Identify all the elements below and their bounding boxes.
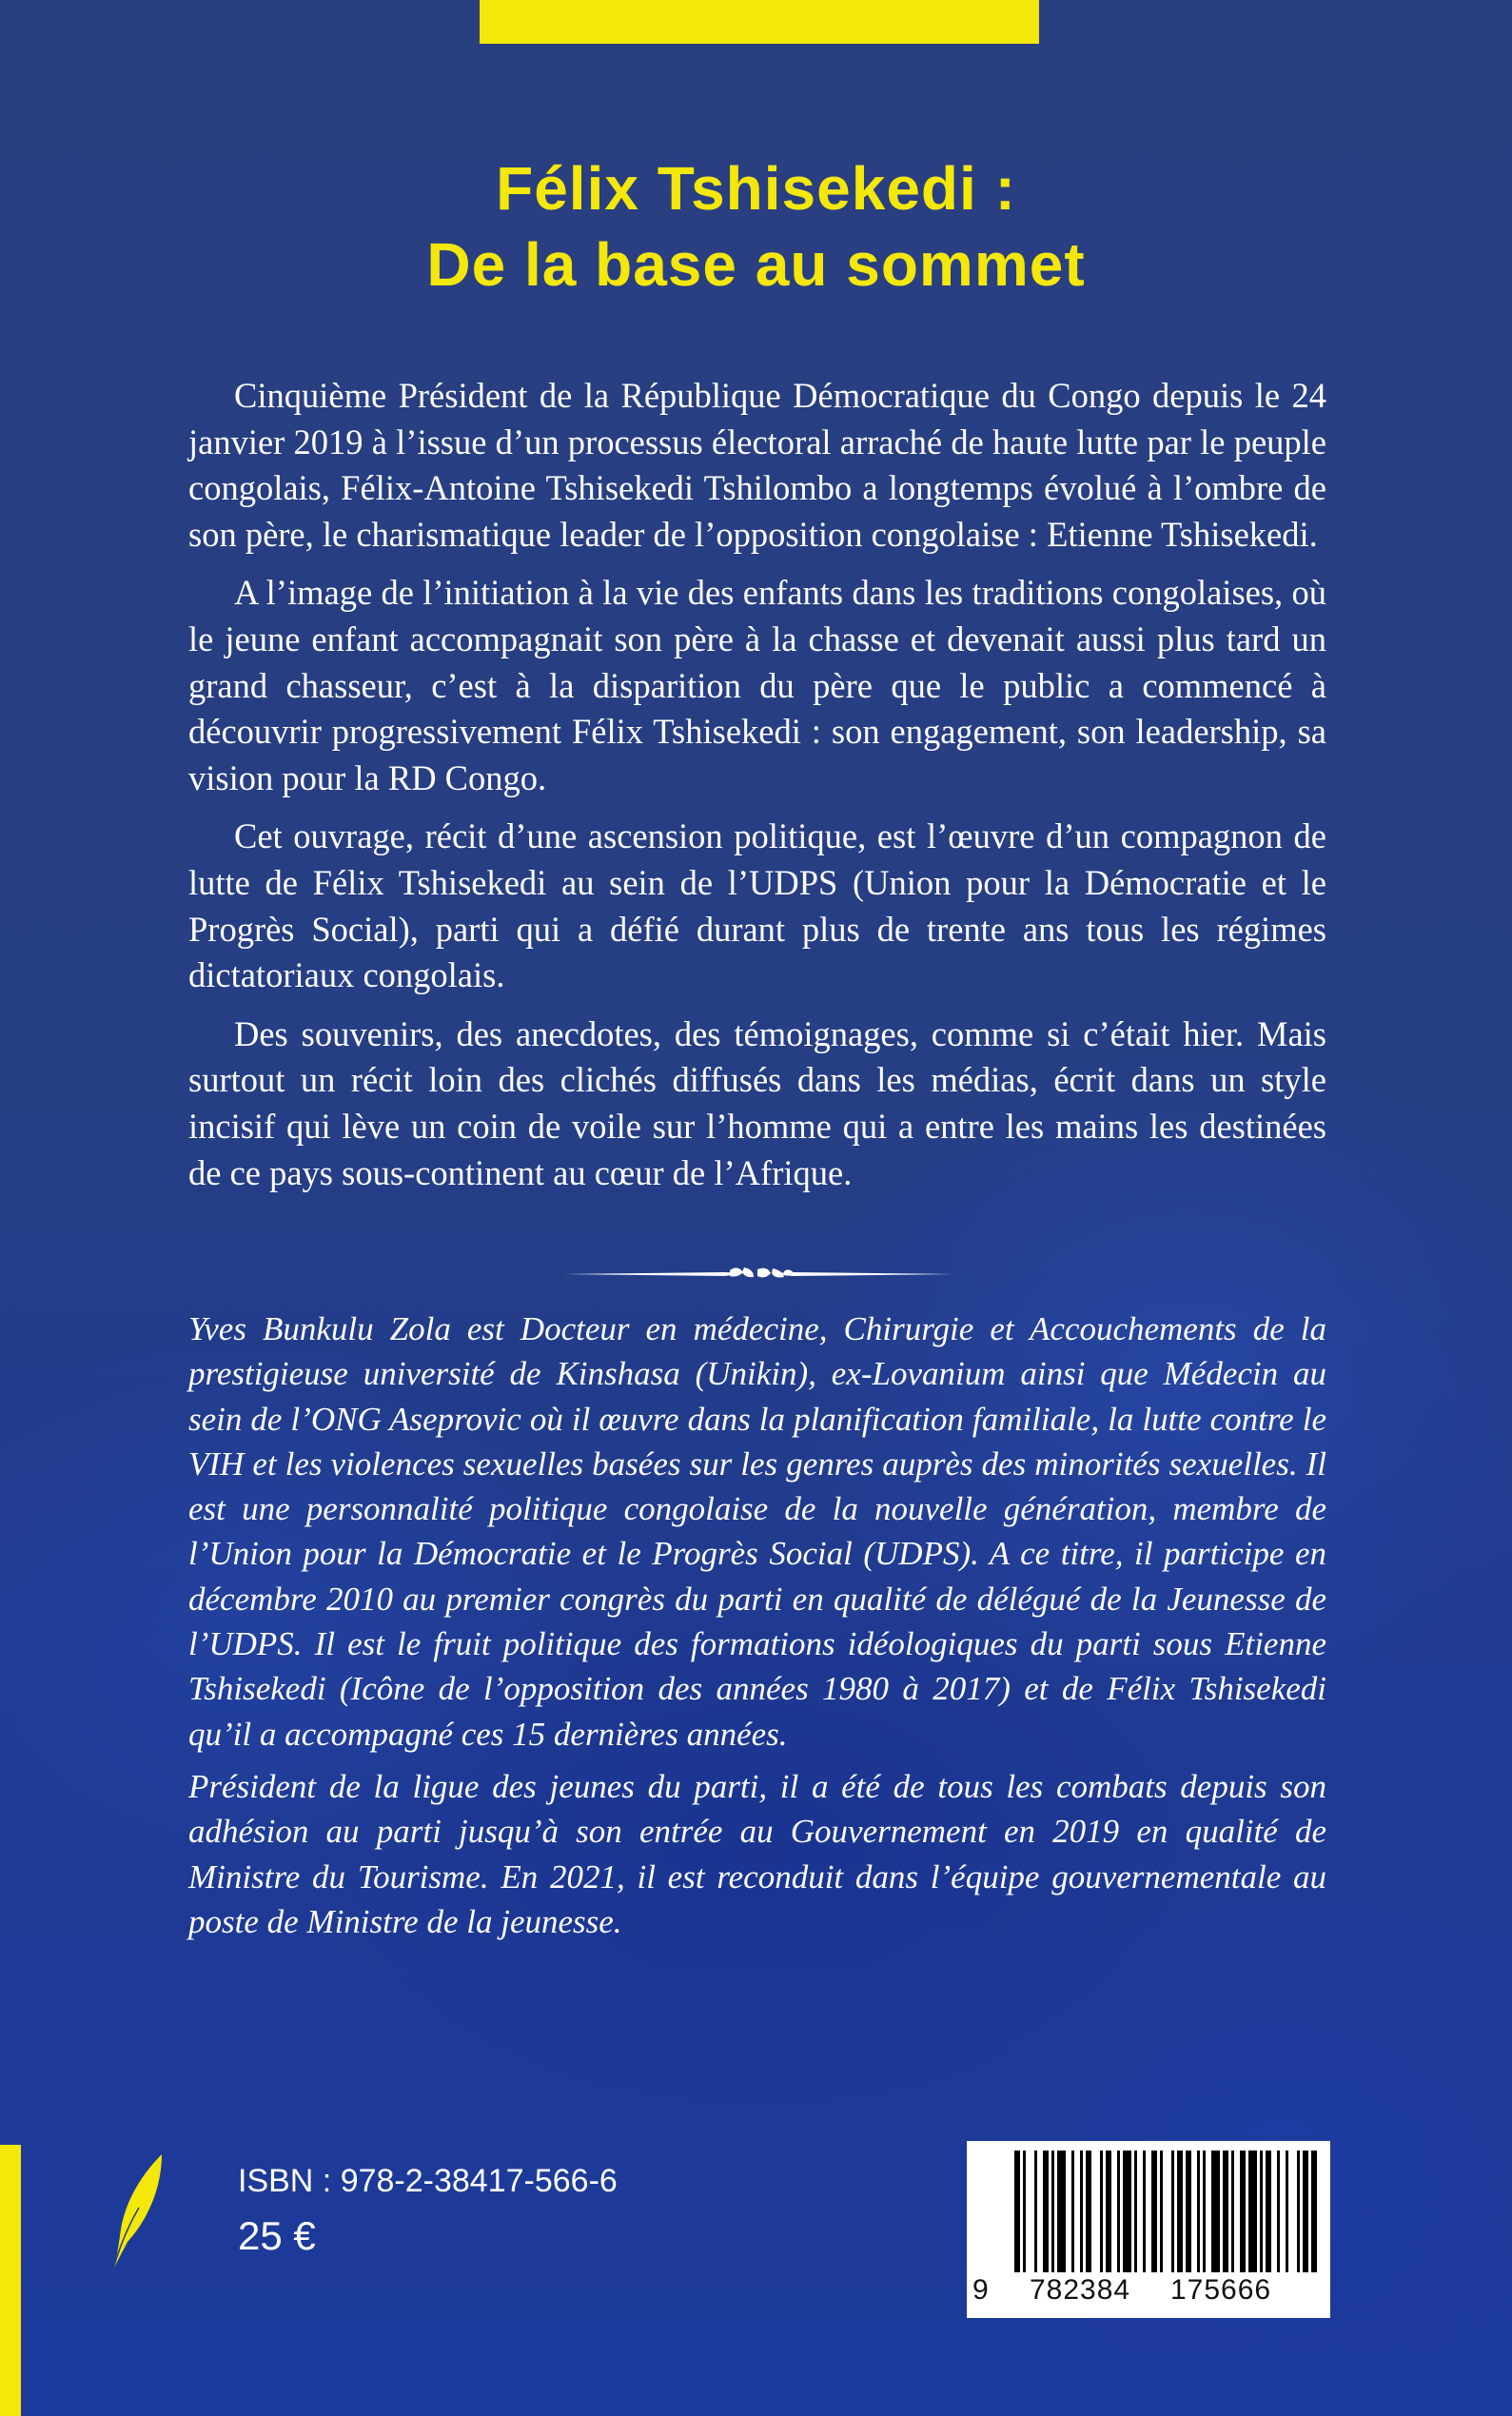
barcode-bar [1123,2151,1131,2272]
barcode-bar [1043,2151,1049,2272]
ornament-divider [563,1262,953,1287]
barcode-bar [1248,2151,1257,2272]
price-text: 25 € [238,2213,316,2258]
barcode-bar [1014,2151,1020,2272]
barcode-bar [1286,2151,1288,2272]
isbn-text: ISBN : 978-2-38417-566-6 [238,2163,618,2199]
synopsis-paragraph: Cet ouvrage, récit d’une ascension politique, est l’œuvre d’un compagnon de lutte de Félix Tshisekedi au sein de l’UDPS (Union pour la Démocratie et le Progrès Social), parti qui a défié durant plus de trente ans tous les régimes dictatoriaux congolais. [188,816,1326,995]
barcode-bar [1171,2151,1174,2272]
left-accent-bar [0,2145,21,2416]
barcode-bar [1051,2151,1054,2272]
barcode-bar [1186,2151,1191,2272]
barcode-bar [1134,2151,1137,2272]
book-title [0,150,1512,303]
barcode-bar [1151,2151,1157,2272]
bio-paragraph: Yves Bunkulu Zola est Docteur en médecine, Chirurgie et Accouchements de la prestigieuse université de Kinshasa (Unikin), ex-Lovanium ainsi que Médecin au sein de l’ONG Aseprovic où il œuvre dans la planification familiale, la lutte contre le VIH et les violences sexuelles basées sur les genres auprès des minorités sexuelles. Il est une personnalité politique congolaise de la nouvelle génération, membre de l’Union pour la Démocratie et le Progrès Social (UDPS). A ce titre, il participe en décembre 2010 au premier congrès du parti en qualité de délégué de la Jeunesse de l’UDPS. Il est le fruit politique des formations idéologiques du parti sous Etienne Tshisekedi (Icône de l’opposition des années 1980 à 2017) et de Félix Tshisekedi qu’il a accompagné ces 15 dernières années. [188,1310,1326,1753]
barcode-bar [1297,2151,1300,2272]
barcode-bar [1106,2151,1111,2272]
barcode-bar [1080,2151,1083,2272]
barcode-digits-right: 175666 [1170,2274,1272,2306]
barcode-bar [1177,2151,1183,2272]
barcode-bar [1303,2151,1308,2272]
barcode-bar [1086,2151,1091,2272]
barcode-bar [1160,2151,1163,2272]
barcode-digits-left: 782384 [1030,2274,1131,2306]
barcode-bar [1117,2151,1120,2272]
barcode-bar [1260,2151,1263,2272]
barcode-bar [1197,2151,1200,2272]
barcode-digit-first: 9 [972,2274,989,2306]
title-line-1: Félix Tshisekedi : [496,154,1016,223]
synopsis-paragraph: Cinquième Président de la République Démocratique du Congo depuis le 24 janvier 2019 à l’issue d’un processus électoral arraché de haute lutte par le peuple congolais, Félix-Antoine Tshisekedi Tshilombo a longtemps évolué à l’ombre de son père, le charismatique leader de l’opposition congolaise : Etienne Tshisekedi. [188,376,1326,554]
barcode-bar [1266,2151,1271,2272]
bio-paragraph: Président de la ligue des jeunes du parti, il a été de tous les combats depuis son adhésion au parti jusqu’à son entrée au Gouvernement en 2019 en qualité de Ministre du Tourisme. En 2021, il est reconduit dans l’équipe gouvernementale au poste de Ministre de la jeunesse. [188,1767,1326,1940]
barcode-bar [1277,2151,1280,2272]
synopsis [188,373,1326,1208]
barcode-bar [1023,2151,1026,2272]
top-accent-bar [480,0,1039,44]
barcode [967,2141,1330,2318]
author-biography [188,1306,1326,1952]
synopsis-paragraph: Des souvenirs, des anecdotes, des témoignages, comme si c’était hier. Mais surtout un récit loin des clichés diffusés dans les médias, écrit dans un style incisif qui lève un coin de voile sur l’homme qui a entre les mains les destinées de ce pays sous-continent au cœur de l’Afrique. [188,1013,1326,1192]
barcode-bar [1240,2151,1246,2272]
barcode-bar [1071,2151,1074,2272]
synopsis-paragraph: A l’image de l’initiation à la vie des enfants dans les traditions congolaises, où le jeune enfant accompagnait son père à la chasse et devenait aussi plus tard un grand chasseur, c’est à la disparition du père que le public a commencé à découvrir progressivement Félix Tshisekedi : son engagement, son leadership, sa vision pour la RD Congo. [188,573,1326,797]
barcode-bar [1034,2151,1037,2272]
barcode-bar [1311,2151,1317,2272]
barcode-bar [1100,2151,1103,2272]
barcode-digits [967,2274,1330,2312]
barcode-bar [1211,2151,1220,2272]
feather-logo-icon [107,2152,167,2274]
barcode-bar [1223,2151,1228,2272]
barcode-bar [1231,2151,1234,2272]
title-line-2: De la base au sommet [426,230,1086,299]
barcode-bar [1057,2151,1066,2272]
barcode-bars [976,2151,1321,2272]
barcode-bar [1203,2151,1206,2272]
barcode-bar [1143,2151,1146,2272]
